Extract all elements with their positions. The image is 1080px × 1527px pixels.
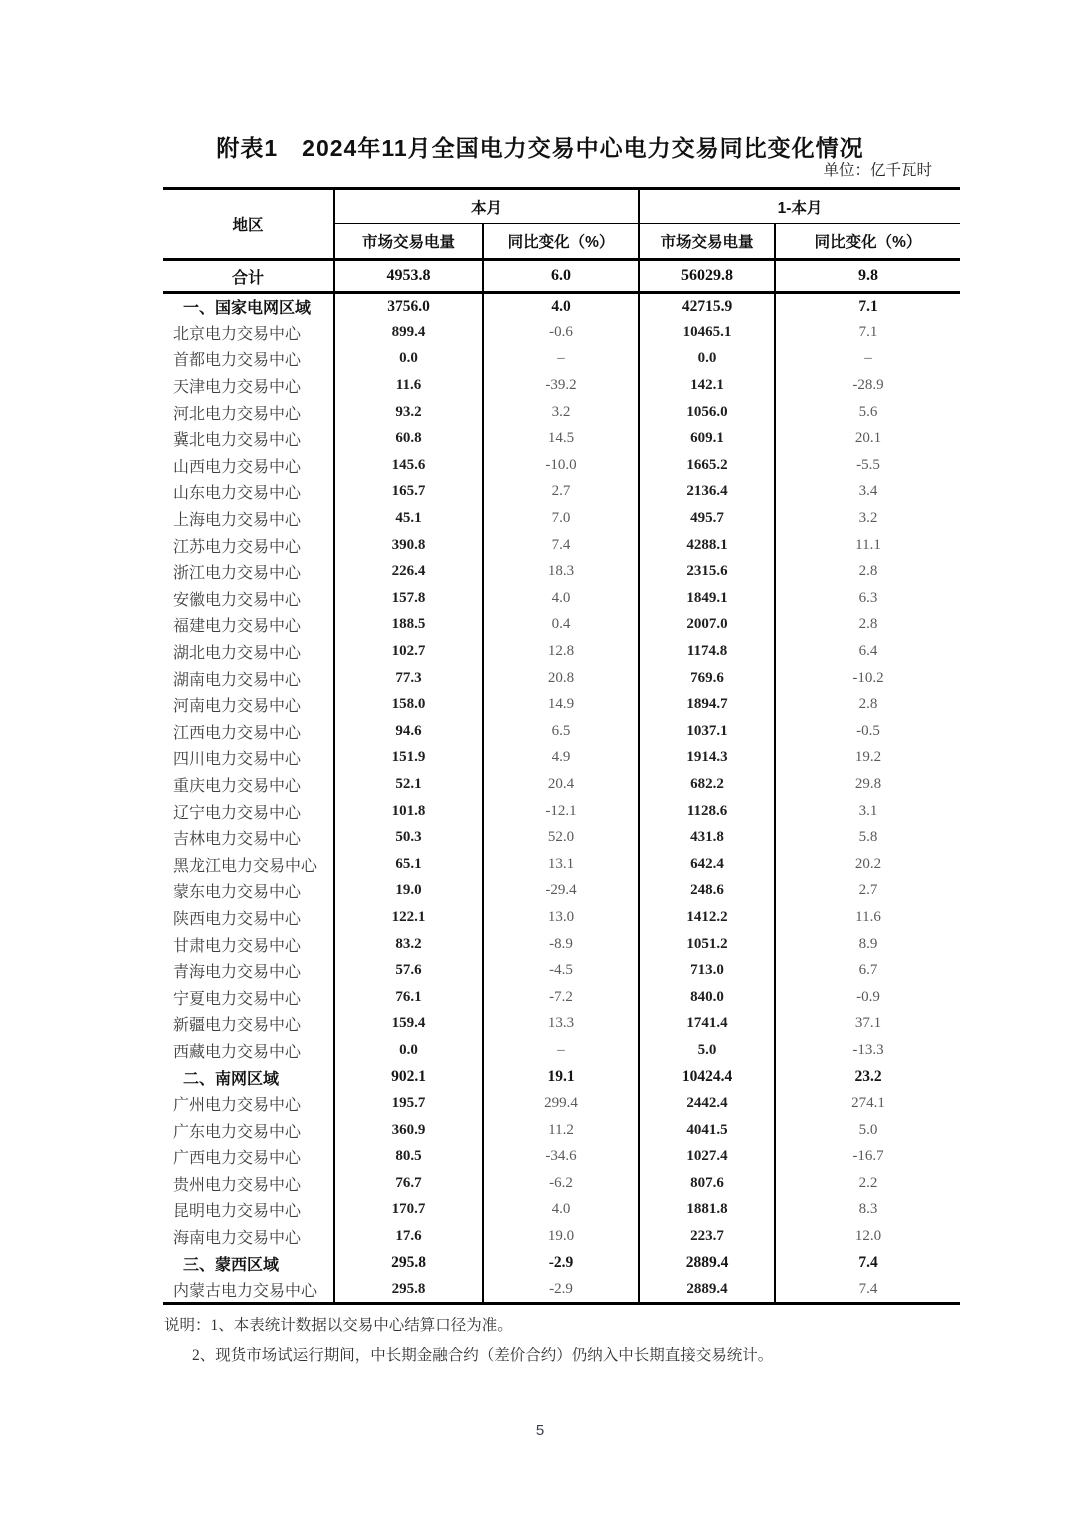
region-cell: 内蒙古电力交易中心 xyxy=(173,1282,318,1300)
value-cell: 4.0 xyxy=(483,293,639,320)
value-cell: 2889.4 xyxy=(639,1250,775,1277)
value-cell: 5.8 xyxy=(775,824,960,851)
region-cell: 广东电力交易中心 xyxy=(173,1123,302,1141)
value-cell: 12.8 xyxy=(483,638,639,665)
region-cell: 宁夏电力交易中心 xyxy=(173,990,302,1008)
region-cell: 辽宁电力交易中心 xyxy=(173,804,302,822)
region-cell: 河南电力交易中心 xyxy=(173,698,302,716)
value-cell: 431.8 xyxy=(639,824,775,851)
table-row xyxy=(163,1037,960,1064)
region-cell: 海南电力交易中心 xyxy=(173,1230,302,1248)
value-cell: 20.1 xyxy=(775,425,960,452)
region-cell: 浙江电力交易中心 xyxy=(173,565,302,583)
column-header-region: 地区 xyxy=(163,189,334,260)
table-body xyxy=(163,260,960,1304)
region-cell: 甘肃电力交易中心 xyxy=(173,937,302,955)
table-row xyxy=(163,372,960,399)
table-row xyxy=(163,1064,960,1091)
region-cell: 青海电力交易中心 xyxy=(173,964,302,982)
value-cell: 274.1 xyxy=(775,1090,960,1117)
value-cell: 0.0 xyxy=(334,346,483,373)
value-cell: 2136.4 xyxy=(639,479,775,506)
region-cell: 新疆电力交易中心 xyxy=(173,1017,302,1035)
region-cell: 昆明电力交易中心 xyxy=(173,1203,302,1221)
value-cell: 19.2 xyxy=(775,745,960,772)
value-cell: – xyxy=(775,346,960,373)
table-row xyxy=(163,665,960,692)
region-cell: 冀北电力交易中心 xyxy=(173,432,302,450)
value-cell: 2.7 xyxy=(775,878,960,905)
value-cell: 6.7 xyxy=(775,957,960,984)
value-cell: 713.0 xyxy=(639,957,775,984)
data-table xyxy=(163,187,960,1305)
value-cell: 14.9 xyxy=(483,691,639,718)
column-header-volume-cumulative: 市场交易电量 xyxy=(639,224,775,260)
value-cell: 18.3 xyxy=(483,558,639,585)
value-cell: 6.5 xyxy=(483,718,639,745)
table-row xyxy=(163,851,960,878)
value-cell: 902.1 xyxy=(334,1064,483,1091)
value-cell: 11.2 xyxy=(483,1117,639,1144)
value-cell: 159.4 xyxy=(334,1011,483,1038)
table-row xyxy=(163,452,960,479)
value-cell: 7.1 xyxy=(775,319,960,346)
value-cell: -10.0 xyxy=(483,452,639,479)
table-header xyxy=(163,189,960,260)
value-cell: 2.2 xyxy=(775,1170,960,1197)
value-cell: 1412.2 xyxy=(639,904,775,931)
value-cell: 10465.1 xyxy=(639,319,775,346)
value-cell: 4.9 xyxy=(483,745,639,772)
value-cell: 2315.6 xyxy=(639,558,775,585)
value-cell: 5.0 xyxy=(639,1037,775,1064)
value-cell: 769.6 xyxy=(639,665,775,692)
value-cell: 7.4 xyxy=(775,1276,960,1303)
table-row xyxy=(163,425,960,452)
value-cell: 4288.1 xyxy=(639,532,775,559)
value-cell: 390.8 xyxy=(334,532,483,559)
region-cell: 蒙东电力交易中心 xyxy=(173,884,302,902)
value-cell: 76.7 xyxy=(334,1170,483,1197)
value-cell: 102.7 xyxy=(334,638,483,665)
value-cell: 5.6 xyxy=(775,399,960,426)
region-cell: 福建电力交易中心 xyxy=(173,618,302,636)
table-row xyxy=(163,479,960,506)
value-cell: 899.4 xyxy=(334,319,483,346)
value-cell: 11.1 xyxy=(775,532,960,559)
value-cell: 7.1 xyxy=(775,293,960,320)
value-cell: -2.9 xyxy=(483,1250,639,1277)
value-cell: 13.0 xyxy=(483,904,639,931)
table-row xyxy=(163,638,960,665)
value-cell: 2442.4 xyxy=(639,1090,775,1117)
region-cell: 江西电力交易中心 xyxy=(173,724,302,742)
value-cell: 12.0 xyxy=(775,1223,960,1250)
region-cell: 合计 xyxy=(163,260,334,293)
value-cell: 52.0 xyxy=(483,824,639,851)
value-cell: 226.4 xyxy=(334,558,483,585)
value-cell: 170.7 xyxy=(334,1197,483,1224)
column-header-yoy-month: 同比变化（%） xyxy=(483,224,639,260)
value-cell: 195.7 xyxy=(334,1090,483,1117)
value-cell: 360.9 xyxy=(334,1117,483,1144)
value-cell: 65.1 xyxy=(334,851,483,878)
value-cell: -0.5 xyxy=(775,718,960,745)
region-cell: 山东电力交易中心 xyxy=(173,485,302,503)
value-cell: 495.7 xyxy=(639,505,775,532)
value-cell: 609.1 xyxy=(639,425,775,452)
region-cell: 广西电力交易中心 xyxy=(173,1150,302,1168)
value-cell: 840.0 xyxy=(639,984,775,1011)
value-cell: -0.9 xyxy=(775,984,960,1011)
table-row xyxy=(163,1197,960,1224)
value-cell: – xyxy=(483,346,639,373)
value-cell: 3756.0 xyxy=(334,293,483,320)
value-cell: 37.1 xyxy=(775,1011,960,1038)
value-cell: 4041.5 xyxy=(639,1117,775,1144)
value-cell: 188.5 xyxy=(334,612,483,639)
value-cell: 60.8 xyxy=(334,425,483,452)
region-cell: 贵州电力交易中心 xyxy=(173,1176,302,1194)
table-row xyxy=(163,1011,960,1038)
table-row xyxy=(163,904,960,931)
table-row xyxy=(163,1117,960,1144)
value-cell: 13.3 xyxy=(483,1011,639,1038)
value-cell: 2.8 xyxy=(775,612,960,639)
value-cell: 2.8 xyxy=(775,558,960,585)
value-cell: 8.3 xyxy=(775,1197,960,1224)
table-row xyxy=(163,1276,960,1303)
value-cell: 1056.0 xyxy=(639,399,775,426)
value-cell: 77.3 xyxy=(334,665,483,692)
value-cell: 0.0 xyxy=(334,1037,483,1064)
region-cell: 黑龙江电力交易中心 xyxy=(173,857,318,875)
value-cell: 4.0 xyxy=(483,1197,639,1224)
value-cell: 295.8 xyxy=(334,1276,483,1303)
footnote-2: 2、现货市场试运行期间，中长期金融合约（差价合约）仍纳入中长期直接交易统计。 xyxy=(192,1347,774,1364)
table-row xyxy=(163,346,960,373)
value-cell: 3.2 xyxy=(483,399,639,426)
region-cell: 西藏电力交易中心 xyxy=(173,1043,302,1061)
value-cell: 642.4 xyxy=(639,851,775,878)
table-row xyxy=(163,1250,960,1277)
value-cell: 20.2 xyxy=(775,851,960,878)
value-cell: 29.8 xyxy=(775,771,960,798)
region-cell: 陕西电力交易中心 xyxy=(173,910,302,928)
value-cell: -2.9 xyxy=(483,1276,639,1303)
value-cell: -8.9 xyxy=(483,931,639,958)
column-header-yoy-cumulative: 同比变化（%） xyxy=(775,224,960,260)
value-cell: 10424.4 xyxy=(639,1064,775,1091)
value-cell: 11.6 xyxy=(775,904,960,931)
value-cell: -10.2 xyxy=(775,665,960,692)
region-cell: 重庆电力交易中心 xyxy=(173,777,302,795)
table-row xyxy=(163,1170,960,1197)
value-cell: 682.2 xyxy=(639,771,775,798)
value-cell: 0.0 xyxy=(639,346,775,373)
table-row xyxy=(163,931,960,958)
value-cell: 50.3 xyxy=(334,824,483,851)
table-row xyxy=(163,718,960,745)
region-cell: 吉林电力交易中心 xyxy=(173,831,302,849)
value-cell: 13.1 xyxy=(483,851,639,878)
value-cell: 3.2 xyxy=(775,505,960,532)
value-cell: 7.4 xyxy=(483,532,639,559)
region-cell: 安徽电力交易中心 xyxy=(173,591,302,609)
table-row xyxy=(163,612,960,639)
value-cell: 223.7 xyxy=(639,1223,775,1250)
table-row xyxy=(163,798,960,825)
table-row xyxy=(163,771,960,798)
value-cell: 2007.0 xyxy=(639,612,775,639)
value-cell: 45.1 xyxy=(334,505,483,532)
region-cell: 湖北电力交易中心 xyxy=(173,645,302,663)
value-cell: 9.8 xyxy=(775,260,960,293)
value-cell: -6.2 xyxy=(483,1170,639,1197)
table-row xyxy=(163,260,960,293)
header-row-groups xyxy=(163,189,960,224)
value-cell: 2889.4 xyxy=(639,1276,775,1303)
table-row xyxy=(163,878,960,905)
value-cell: -39.2 xyxy=(483,372,639,399)
value-cell: 19.0 xyxy=(483,1223,639,1250)
region-cell: 河北电力交易中心 xyxy=(173,405,302,423)
region-cell: 上海电力交易中心 xyxy=(173,512,302,530)
table-row xyxy=(163,532,960,559)
table-row xyxy=(163,745,960,772)
value-cell: 1881.8 xyxy=(639,1197,775,1224)
value-cell: 145.6 xyxy=(334,452,483,479)
value-cell: 1914.3 xyxy=(639,745,775,772)
table-row xyxy=(163,957,960,984)
value-cell: 3.1 xyxy=(775,798,960,825)
value-cell: 56029.8 xyxy=(639,260,775,293)
value-cell: 1037.1 xyxy=(639,718,775,745)
region-cell: 湖南电力交易中心 xyxy=(173,671,302,689)
value-cell: 6.0 xyxy=(483,260,639,293)
value-cell: 1174.8 xyxy=(639,638,775,665)
value-cell: 17.6 xyxy=(334,1223,483,1250)
table-row xyxy=(163,293,960,320)
value-cell: -5.5 xyxy=(775,452,960,479)
page-title: 附表1 2024年11月全国电力交易中心电力交易同比变化情况 xyxy=(216,135,864,161)
column-header-volume-month: 市场交易电量 xyxy=(334,224,483,260)
value-cell: 19.1 xyxy=(483,1064,639,1091)
region-cell: 天津电力交易中心 xyxy=(173,379,302,397)
value-cell: 8.9 xyxy=(775,931,960,958)
region-cell: 三、蒙西区域 xyxy=(183,1256,280,1274)
region-cell: 广州电力交易中心 xyxy=(173,1097,302,1115)
table-row xyxy=(163,558,960,585)
table-row xyxy=(163,1144,960,1171)
value-cell: 6.4 xyxy=(775,638,960,665)
value-cell: 2.7 xyxy=(483,479,639,506)
value-cell: 142.1 xyxy=(639,372,775,399)
value-cell: 1849.1 xyxy=(639,585,775,612)
value-cell: -13.3 xyxy=(775,1037,960,1064)
value-cell: 11.6 xyxy=(334,372,483,399)
value-cell: 76.1 xyxy=(334,984,483,1011)
value-cell: 122.1 xyxy=(334,904,483,931)
column-header-current-month: 本月 xyxy=(334,189,639,224)
region-cell: 首都电力交易中心 xyxy=(173,352,302,370)
region-cell: 北京电力交易中心 xyxy=(173,325,302,343)
value-cell: 1027.4 xyxy=(639,1144,775,1171)
region-cell: 江苏电力交易中心 xyxy=(173,538,302,556)
value-cell: 83.2 xyxy=(334,931,483,958)
region-cell: 四川电力交易中心 xyxy=(173,751,302,769)
value-cell: 1051.2 xyxy=(639,931,775,958)
value-cell: 295.8 xyxy=(334,1250,483,1277)
unit-note: 单位：亿千瓦时 xyxy=(823,162,932,179)
table-row xyxy=(163,399,960,426)
value-cell: 52.1 xyxy=(334,771,483,798)
value-cell: 94.6 xyxy=(334,718,483,745)
value-cell: 0.4 xyxy=(483,612,639,639)
value-cell: 4.0 xyxy=(483,585,639,612)
region-cell: 山西电力交易中心 xyxy=(173,458,302,476)
table-row xyxy=(163,505,960,532)
value-cell: -0.6 xyxy=(483,319,639,346)
value-cell: 1741.4 xyxy=(639,1011,775,1038)
value-cell: 2.8 xyxy=(775,691,960,718)
value-cell: 1894.7 xyxy=(639,691,775,718)
table-row xyxy=(163,1223,960,1250)
footnotes xyxy=(164,1311,773,1371)
value-cell: 7.0 xyxy=(483,505,639,532)
value-cell: -28.9 xyxy=(775,372,960,399)
value-cell: 101.8 xyxy=(334,798,483,825)
value-cell: 1128.6 xyxy=(639,798,775,825)
value-cell: 7.4 xyxy=(775,1250,960,1277)
value-cell: 80.5 xyxy=(334,1144,483,1171)
region-cell: 二、南网区域 xyxy=(183,1070,280,1088)
value-cell: 93.2 xyxy=(334,399,483,426)
value-cell: 14.5 xyxy=(483,425,639,452)
table-row xyxy=(163,585,960,612)
value-cell: 4953.8 xyxy=(334,260,483,293)
value-cell: -7.2 xyxy=(483,984,639,1011)
value-cell: 807.6 xyxy=(639,1170,775,1197)
value-cell: – xyxy=(483,1037,639,1064)
value-cell: 57.6 xyxy=(334,957,483,984)
value-cell: -29.4 xyxy=(483,878,639,905)
table-row xyxy=(163,691,960,718)
value-cell: -34.6 xyxy=(483,1144,639,1171)
value-cell: 6.3 xyxy=(775,585,960,612)
value-cell: 248.6 xyxy=(639,878,775,905)
value-cell: 3.4 xyxy=(775,479,960,506)
value-cell: 165.7 xyxy=(334,479,483,506)
value-cell: 20.8 xyxy=(483,665,639,692)
value-cell: -16.7 xyxy=(775,1144,960,1171)
footnote-1: 说明：1、本表统计数据以交易中心结算口径为准。 xyxy=(164,1317,513,1334)
value-cell: 23.2 xyxy=(775,1064,960,1091)
value-cell: -12.1 xyxy=(483,798,639,825)
value-cell: 299.4 xyxy=(483,1090,639,1117)
value-cell: 1665.2 xyxy=(639,452,775,479)
value-cell: 20.4 xyxy=(483,771,639,798)
table-row xyxy=(163,1090,960,1117)
table-row xyxy=(163,824,960,851)
value-cell: 158.0 xyxy=(334,691,483,718)
region-cell: 一、国家电网区域 xyxy=(183,300,312,318)
column-header-cumulative: 1-本月 xyxy=(639,189,960,224)
value-cell: 5.0 xyxy=(775,1117,960,1144)
table-row xyxy=(163,319,960,346)
value-cell: -4.5 xyxy=(483,957,639,984)
page-number: 5 xyxy=(535,1422,545,1439)
data-table-container xyxy=(163,187,960,1305)
value-cell: 151.9 xyxy=(334,745,483,772)
table-row xyxy=(163,984,960,1011)
value-cell: 19.0 xyxy=(334,878,483,905)
value-cell: 42715.9 xyxy=(639,293,775,320)
value-cell: 157.8 xyxy=(334,585,483,612)
